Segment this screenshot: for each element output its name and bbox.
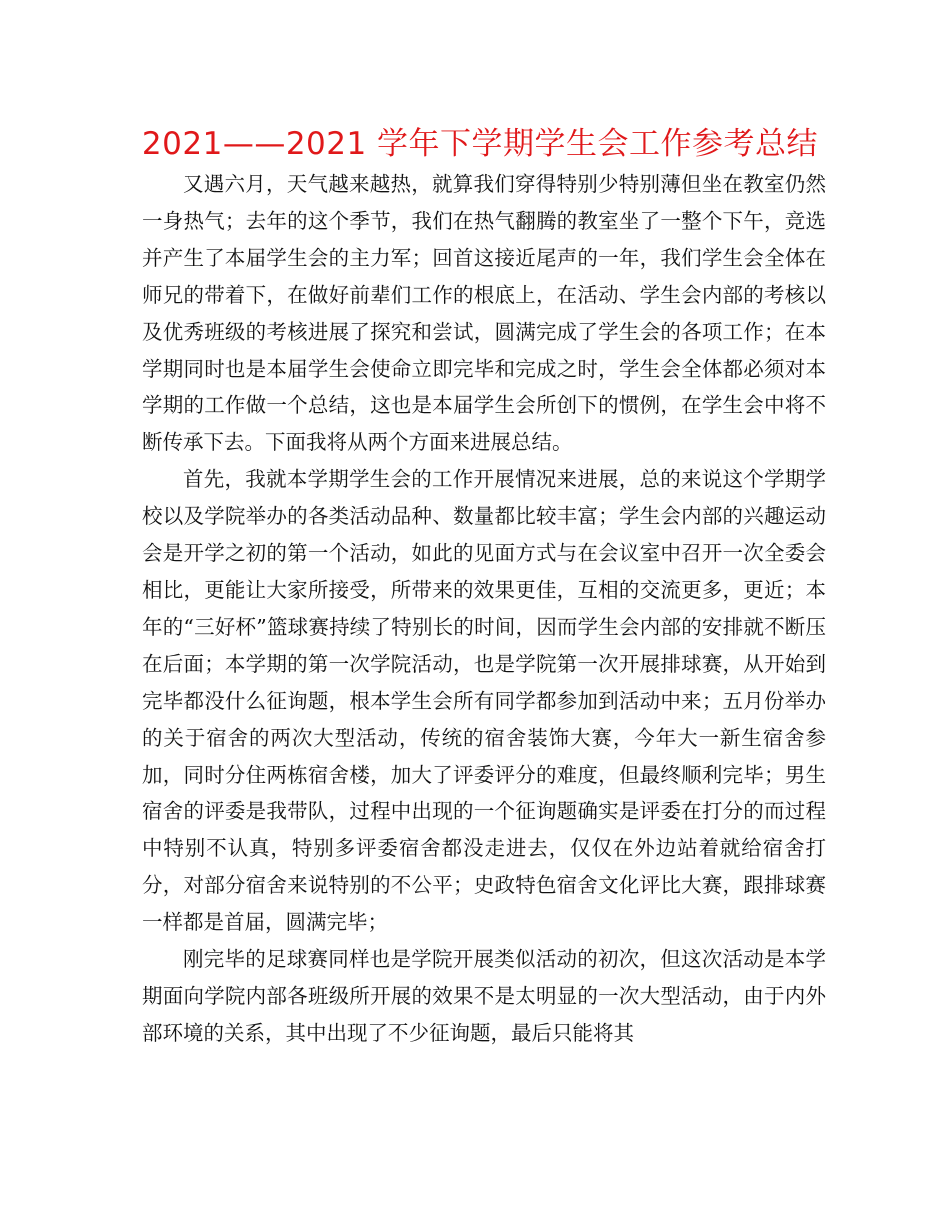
paragraph-1: 又遇六月，天气越来越热，就算我们穿得特别少特别薄但坐在教室仍然一身热气；去年的这个季节，我们在热气翻腾的教室坐了一整个下午，竞选并产生了本届学生会的主力军；回首这接近尾声的一年，我们学生会全体在师兄的带着下，在做好前辈们工作的根底上，在活动、学生会内部的考核以及优秀班级的考核进展了探究和尝试，圆满完成了学生会的各项工作；在本学期同时也是本届学生会使命立即完毕和完成之时，学生会全体都必须对本学期的工作做一个总结，这也是本届学生会所创下的惯例，在学生会中将不断传承下去。下面我将从两个方面来进展总结。 [142,172,826,455]
document-title: 2021——2021 学年下学期学生会工作参考总结 [141,126,819,162]
document-body [142,166,826,1052]
paragraph-2: 首先，我就本学期学生会的工作开展情况来进展，总的来说这个学期学校以及学院举办的各类活动品种、数量都比较丰富；学生会内部的兴趣运动会是开学之初的第一个活动，如此的见面方式与在会议室中召开一次全委会相比，更能让大家所接受，所带来的效果更佳，互相的交流更多，更近；本年的“三好杯”篮球赛持续了特别长的时间，因而学生会内部的安排就不断压在后面；本学期的第一次学院活动，也是学院第一次开展排球赛，从开始到完毕都没什么征询题，根本学生会所有同学都参加到活动中来；五月份举办的关于宿舍的两次大型活动，传统的宿舍装饰大赛，今年大一新生宿舍参加，同时分住两栋宿舍楼，加大了评委评分的难度，但最终顺利完毕；男生宿舍的评委是我带队，过程中出现的一个征询题确实是评委在打分的而过程中特别不认真，特别多评委宿舍都没走进去，仅仅在外边站着就给宿舍打分，对部分宿舍来说特别的不公平；史政特色宿舍文化评比大赛，跟排球赛一样都是首届，圆满完毕； [142,467,826,935]
paragraph-3: 刚完毕的足球赛同样也是学院开展类似活动的初次，但这次活动是本学期面向学院内部各班级所开展的效果不是太明显的一次大型活动，由于内外部环境的关系，其中出现了不少征询题，最后只能将其 [142,947,826,1045]
